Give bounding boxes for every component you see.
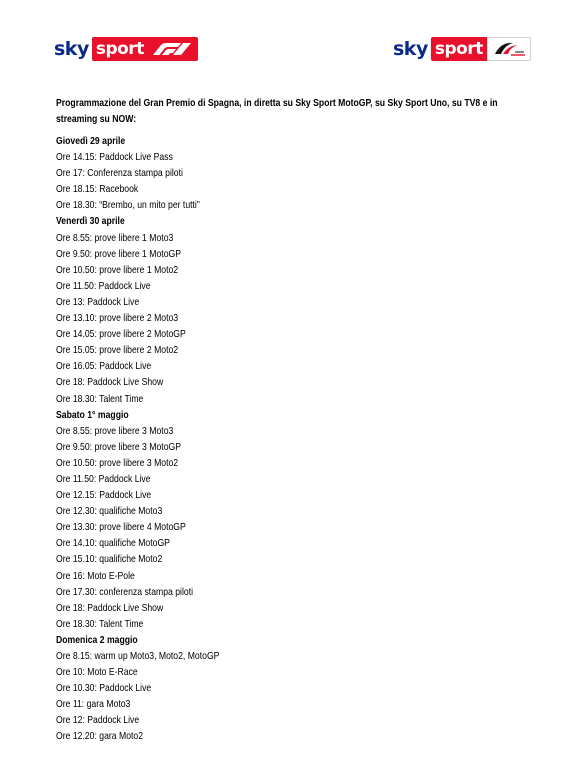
schedule-item: Ore 13.10: prove libere 2 Moto3 bbox=[56, 313, 179, 325]
schedule-item: Ore 16.05: Paddock Live bbox=[56, 361, 152, 373]
schedule-item: Ore 15.05: prove libere 2 Moto2 bbox=[56, 345, 179, 357]
schedule-item: Ore 12.15: Paddock Live bbox=[56, 490, 152, 502]
schedule-item: Ore 18.30: Talent Time bbox=[56, 393, 144, 405]
sky-wordmark: sky bbox=[54, 38, 89, 60]
schedule-item: Ore 8.55: prove libere 3 Moto3 bbox=[56, 425, 174, 437]
schedule-item: Ore 13: Paddock Live bbox=[56, 296, 140, 308]
f1-logo-icon bbox=[148, 37, 198, 61]
schedule-item: Ore 12.30: qualifiche Moto3 bbox=[56, 506, 163, 518]
schedule-item: Ore 14.15: Paddock Live Pass bbox=[56, 152, 173, 164]
schedule-item: Ore 16: Moto E-Pole bbox=[56, 570, 135, 582]
sport-wordmark: sport bbox=[431, 37, 487, 61]
schedule-item: Ore 18.15: Racebook bbox=[56, 184, 139, 196]
schedule-item: Ore 17: Conferenza stampa piloti bbox=[56, 168, 183, 180]
schedule-days bbox=[56, 134, 459, 746]
sky-sport-motogp-logo bbox=[393, 36, 531, 62]
schedule-item: Ore 8.15: warm up Moto3, Moto2, MotoGP bbox=[56, 651, 220, 662]
intro-paragraph: Programmazione del Gran Premio di Spagna, in diretta su Sky Sport MotoGP, su Sky Sport Uno, su TV8 e in streaming su NOW: bbox=[56, 98, 498, 125]
motogp-logo-icon bbox=[487, 37, 531, 61]
schedule-item: Ore 9.50: prove libere 3 MotoGP bbox=[56, 441, 182, 453]
schedule-item: Ore 18: Paddock Live Show bbox=[56, 377, 164, 389]
day-heading: Giovedì 29 aprile bbox=[56, 136, 126, 147]
schedule-item: Ore 10.30: Paddock Live bbox=[56, 683, 152, 695]
schedule-item: Ore 14.10: qualifiche MotoGP bbox=[56, 538, 170, 550]
schedule-item: Ore 18.30: Talent Time bbox=[56, 618, 144, 630]
schedule-item: Ore 15.10: qualifiche Moto2 bbox=[56, 554, 163, 566]
schedule-item: Ore 13.30: prove libere 4 MotoGP bbox=[56, 522, 186, 534]
schedule-text bbox=[56, 96, 498, 746]
schedule-item: Ore 14.05: prove libere 2 MotoGP bbox=[56, 329, 186, 341]
sky-sport-f1-logo bbox=[54, 36, 198, 62]
day-heading: Domenica 2 maggio bbox=[56, 634, 138, 646]
schedule-item: Ore 17.30: conferenza stampa piloti bbox=[56, 586, 194, 598]
schedule-item: Ore 18.30: “Brembo, un mito per tutti” bbox=[56, 200, 200, 212]
schedule-item: Ore 10: Moto E-Race bbox=[56, 667, 138, 679]
schedule-item: Ore 11: gara Moto3 bbox=[56, 699, 131, 711]
schedule-item: Ore 18: Paddock Live Show bbox=[56, 602, 164, 614]
sport-wordmark: sport bbox=[92, 37, 148, 61]
schedule-item: Ore 12: Paddock Live bbox=[56, 715, 140, 727]
schedule-item: Ore 10.50: prove libere 1 Moto2 bbox=[56, 264, 179, 276]
schedule-item: Ore 12.20: gara Moto2 bbox=[56, 731, 144, 743]
day-heading: Sabato 1° maggio bbox=[56, 409, 129, 421]
day-heading: Venerdì 30 aprile bbox=[56, 216, 125, 228]
schedule-item: Ore 11.50: Paddock Live bbox=[56, 280, 151, 292]
schedule-item: Ore 9.50: prove libere 1 MotoGP bbox=[56, 248, 182, 260]
sky-wordmark: sky bbox=[393, 38, 428, 60]
schedule-item: Ore 8.55: prove libere 1 Moto3 bbox=[56, 232, 174, 244]
schedule-item: Ore 10.50: prove libere 3 Moto2 bbox=[56, 457, 179, 469]
schedule-item: Ore 11.50: Paddock Live bbox=[56, 473, 151, 485]
